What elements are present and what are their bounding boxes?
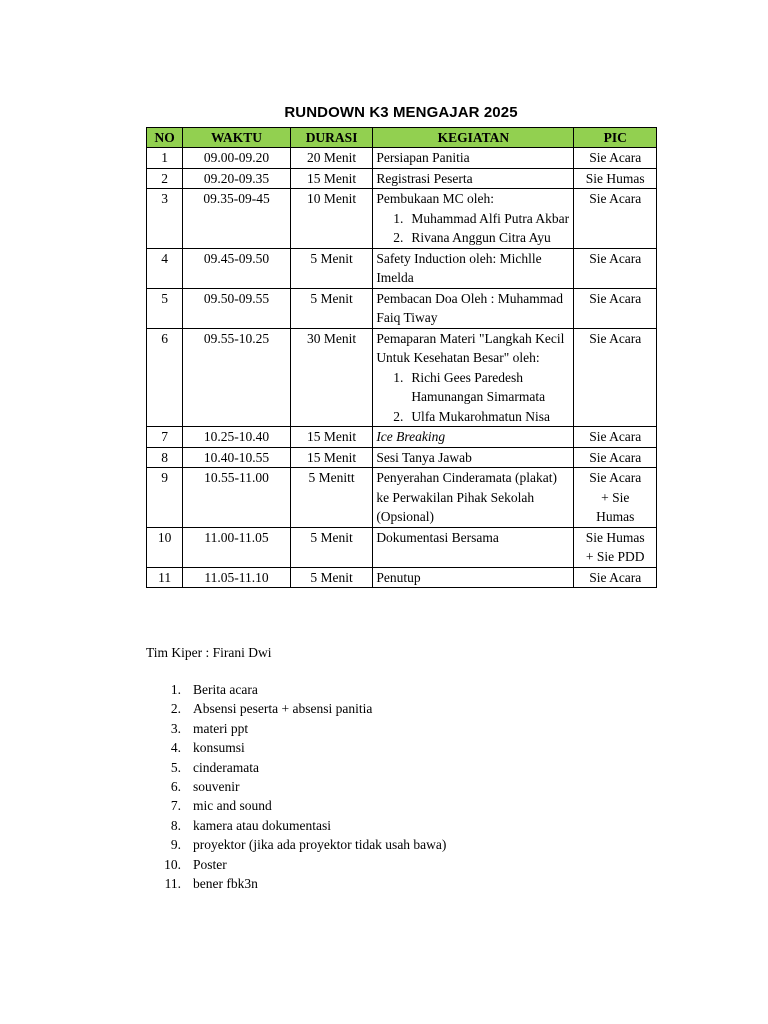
list-item-text: Ulfa Mukarohmatun Nisa xyxy=(411,408,551,424)
pic-line: Sie Acara xyxy=(589,330,642,346)
checklist-item xyxy=(146,777,446,796)
kegiatan-name-list xyxy=(376,368,570,427)
table-row xyxy=(147,567,657,588)
pic-line: Sie Humas xyxy=(585,170,645,186)
checklist-item-text: Berita acara xyxy=(193,682,258,697)
pic-line: Sie Acara xyxy=(589,250,642,266)
cell-durasi: 5 Menit xyxy=(290,527,372,567)
cell-pic xyxy=(574,427,657,448)
table-row xyxy=(147,527,657,567)
kegiatan-text: Sesi Tanya Jawab xyxy=(376,449,472,465)
cell-pic xyxy=(574,328,657,427)
cell-kegiatan xyxy=(373,248,574,288)
list-item-text: Muhammad Alfi Putra Akbar xyxy=(411,210,570,226)
checklist-item-text: proyektor (jika ada proyektor tidak usah bawa) xyxy=(193,837,447,853)
cell-kegiatan xyxy=(373,567,574,588)
pic-line: Humas xyxy=(596,509,635,524)
checklist-item xyxy=(146,855,446,874)
checklist-item-text: Poster xyxy=(193,856,227,872)
cell-kegiatan xyxy=(373,328,574,427)
checklist-item xyxy=(146,874,446,893)
table-row xyxy=(147,148,657,169)
checklist-item-text: mic and sound xyxy=(193,798,272,814)
equipment-checklist xyxy=(146,680,446,893)
cell-waktu: 09.50-09.55 xyxy=(183,288,291,328)
cell-waktu: 11.05-11.10 xyxy=(183,567,291,588)
cell-pic xyxy=(574,447,657,468)
checklist-item xyxy=(146,758,446,777)
table-row xyxy=(147,468,657,528)
checklist-item-text: konsumsi xyxy=(193,740,245,756)
kegiatan-text: Safety Induction oleh: Michlle Imelda xyxy=(376,250,542,285)
checklist-item-text: cinderamata xyxy=(193,759,259,775)
cell-kegiatan xyxy=(373,288,574,328)
cell-kegiatan xyxy=(373,427,574,448)
header-no: NO xyxy=(147,128,183,148)
list-item-number: 2. xyxy=(393,408,404,424)
kegiatan-text: Ice Breaking xyxy=(376,429,446,444)
kegiatan-text: Pembacan Doa Oleh : Muhammad Faiq Tiway xyxy=(376,290,564,325)
pic-line: Sie Acara xyxy=(589,290,642,306)
table-row xyxy=(147,447,657,468)
pic-line: Sie Acara xyxy=(589,150,642,165)
pic-line: + Sie xyxy=(601,489,630,505)
cell-durasi: 15 Menit xyxy=(290,427,372,448)
checklist-item-number: 6. xyxy=(170,779,181,795)
table-row xyxy=(147,189,657,249)
cell-waktu: 10.55-11.00 xyxy=(183,468,291,528)
checklist-item xyxy=(146,699,446,718)
cell-kegiatan xyxy=(373,148,574,169)
list-item xyxy=(376,407,570,427)
list-item xyxy=(376,368,570,407)
header-durasi: DURASI xyxy=(290,128,372,148)
cell-kegiatan xyxy=(373,527,574,567)
cell-no: 7 xyxy=(147,427,183,448)
checklist-item xyxy=(146,719,446,738)
cell-no: 2 xyxy=(147,168,183,189)
cell-no: 11 xyxy=(147,567,183,588)
checklist-item xyxy=(146,796,446,815)
list-item-number: 2. xyxy=(393,230,404,245)
cell-durasi: 5 Menit xyxy=(290,567,372,588)
kegiatan-text: Dokumentasi Bersama xyxy=(376,529,499,545)
checklist-item-number: 10. xyxy=(164,856,181,872)
kegiatan-text: Persiapan Panitia xyxy=(376,150,470,165)
cell-durasi: 5 Menit xyxy=(290,248,372,288)
cell-waktu: 10.40-10.55 xyxy=(183,447,291,468)
checklist-item-text: bener fbk3n xyxy=(193,876,258,892)
cell-durasi: 15 Menit xyxy=(290,168,372,189)
cell-no: 10 xyxy=(147,527,183,567)
checklist-item-text: kamera atau dokumentasi xyxy=(193,817,331,833)
list-item xyxy=(376,209,570,229)
cell-waktu: 09.20-09.35 xyxy=(183,168,291,189)
table-row xyxy=(147,248,657,288)
cell-durasi: 10 Menit xyxy=(290,189,372,249)
document-title: RUNDOWN K3 MENGAJAR 2025 xyxy=(284,104,518,121)
checklist-item-number: 1. xyxy=(170,682,181,697)
table-row xyxy=(147,288,657,328)
cell-kegiatan xyxy=(373,468,574,528)
checklist-item-number: 5. xyxy=(170,759,181,775)
cell-durasi: 5 Menit xyxy=(290,288,372,328)
pic-line: Sie Acara xyxy=(589,569,642,585)
pic-line: + Sie PDD xyxy=(585,549,645,564)
cell-durasi: 15 Menit xyxy=(290,447,372,468)
cell-pic xyxy=(574,468,657,528)
kegiatan-name-list xyxy=(376,209,570,248)
checklist-item-text: materi ppt xyxy=(193,720,249,736)
cell-waktu: 09.55-10.25 xyxy=(183,328,291,427)
list-item-text: Rivana Anggun Citra Ayu xyxy=(411,230,551,245)
checklist-item xyxy=(146,835,446,854)
list-item xyxy=(376,228,570,248)
cell-pic xyxy=(574,189,657,249)
cell-no: 6 xyxy=(147,328,183,427)
cell-pic xyxy=(574,567,657,588)
cell-no: 1 xyxy=(147,148,183,169)
checklist-item xyxy=(146,738,446,757)
checklist-item-text: souvenir xyxy=(193,779,240,795)
checklist-item-number: 4. xyxy=(170,740,181,756)
cell-waktu: 11.00-11.05 xyxy=(183,527,291,567)
checklist-item xyxy=(146,816,446,835)
header-pic: PIC xyxy=(574,128,657,148)
cell-kegiatan xyxy=(373,168,574,189)
list-item-number: 1. xyxy=(393,210,404,226)
cell-pic xyxy=(574,527,657,567)
checklist-item-text: Absensi peserta + absensi panitia xyxy=(193,701,373,717)
cell-pic xyxy=(574,168,657,189)
kegiatan-text: Pemaparan Materi "Langkah Kecil Untuk Kesehatan Besar" oleh: xyxy=(376,330,565,365)
list-item-text: Richi Gees Paredesh Hamunangan Simarmata xyxy=(411,369,546,404)
header-kegiatan: KEGIATAN xyxy=(373,128,574,148)
cell-no: 5 xyxy=(147,288,183,328)
pic-line: Sie Acara xyxy=(589,449,642,465)
pic-line: Sie Humas xyxy=(585,529,645,545)
cell-no: 4 xyxy=(147,248,183,288)
table-row xyxy=(147,328,657,427)
kegiatan-text: Registrasi Peserta xyxy=(376,170,473,186)
checklist-item-number: 9. xyxy=(170,837,181,853)
kegiatan-text: Pembukaan MC oleh: xyxy=(376,191,495,206)
list-item-number: 1. xyxy=(393,369,404,385)
cell-waktu: 09.00-09.20 xyxy=(183,148,291,169)
pic-line: Sie Acara xyxy=(589,191,642,206)
cell-durasi: 5 Menitt xyxy=(290,468,372,528)
table-row xyxy=(147,168,657,189)
cell-kegiatan xyxy=(373,189,574,249)
checklist-item-number: 11. xyxy=(164,876,181,892)
header-waktu: WAKTU xyxy=(183,128,291,148)
checklist-item xyxy=(146,680,446,699)
cell-durasi: 30 Menit xyxy=(290,328,372,427)
cell-kegiatan xyxy=(373,447,574,468)
cell-pic xyxy=(574,248,657,288)
checklist-item-number: 7. xyxy=(170,798,181,814)
table-row xyxy=(147,427,657,448)
rundown-table xyxy=(146,127,657,588)
kegiatan-text: Penutup xyxy=(376,569,421,585)
pic-line: Sie Acara xyxy=(589,429,642,444)
cell-no: 9 xyxy=(147,468,183,528)
checklist-item-number: 8. xyxy=(170,817,181,833)
cell-pic xyxy=(574,288,657,328)
checklist-item-number: 3. xyxy=(170,720,181,736)
pic-line: Sie Acara xyxy=(589,470,642,485)
cell-waktu: 09.35-09-45 xyxy=(183,189,291,249)
cell-waktu: 10.25-10.40 xyxy=(183,427,291,448)
table-header-row xyxy=(147,128,657,148)
checklist-item-number: 2. xyxy=(170,701,181,717)
cell-no: 3 xyxy=(147,189,183,249)
cell-pic xyxy=(574,148,657,169)
cell-no: 8 xyxy=(147,447,183,468)
cell-durasi: 20 Menit xyxy=(290,148,372,169)
cell-waktu: 09.45-09.50 xyxy=(183,248,291,288)
tim-kiper-line: Tim Kiper : Firani Dwi xyxy=(146,645,272,660)
table-body xyxy=(147,148,657,588)
kegiatan-text: Penyerahan Cinderamata (plakat) ke Perwakilan Pihak Sekolah (Opsional) xyxy=(376,470,557,524)
